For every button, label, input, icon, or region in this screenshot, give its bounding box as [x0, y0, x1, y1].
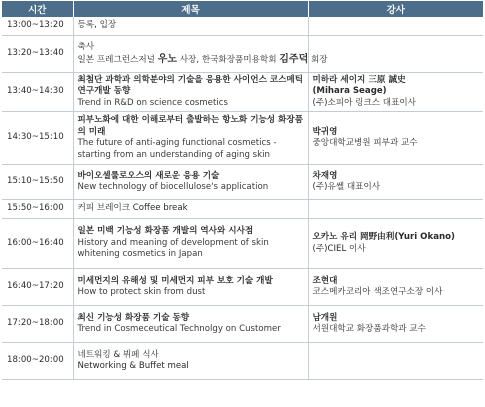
title-cell	[73, 219, 308, 269]
title-en: Networking & Buffet meal	[77, 361, 189, 371]
speaker-name: 박귀영	[312, 126, 338, 137]
speaker-name: 조현대	[312, 275, 338, 286]
speaker-affiliation: 서원대학교 화장품과학과 교수	[312, 324, 426, 334]
greeting-text: 회장	[308, 54, 328, 65]
greeting-text: 사장, 한국화장품미용학회	[177, 54, 280, 65]
time-cell: 17:20~18:00	[2, 306, 73, 343]
speaker-affiliation: 중앙대학교병원 피부과 교수	[312, 138, 418, 148]
speaker-name: 남개원	[312, 312, 338, 323]
speaker-name: 오카노 유리 岡野由利(Yuri Okano)	[312, 232, 455, 242]
title-ko: 최첨단 과학과 의학분야의 기술을 응용한 사이언스 코스메틱 연구개발 동향	[77, 74, 303, 97]
table-row	[2, 200, 483, 219]
speaker-cell	[308, 200, 483, 219]
time-cell: 13:00~13:20	[2, 17, 73, 36]
table-row	[2, 306, 483, 343]
title-ko: 등록, 입장	[77, 20, 117, 31]
title-cell	[73, 165, 308, 200]
title-cell	[73, 200, 308, 219]
title-en: The future of anti-aging functional cosmetics - starting from an understanding of aging skin	[77, 138, 277, 160]
table-row	[2, 112, 483, 165]
table-row	[2, 36, 483, 73]
table-row	[2, 17, 483, 36]
title-en: New technology of biocellulose's application	[77, 182, 269, 192]
header-title: 제목	[73, 1, 308, 17]
greeting-text: 일본 프레그런스저널	[77, 54, 158, 65]
time-cell: 14:30~15:10	[2, 112, 73, 165]
table-row	[2, 73, 483, 112]
greeting-name: 우노	[157, 53, 178, 65]
speaker-affiliation: (주)CIEL 이사	[312, 243, 366, 254]
title-ko: 바이오셀룰로오스의 새로운 응용 기술	[77, 170, 220, 181]
title-ko: 최신 기능성 화장품 기술 동향	[77, 312, 190, 323]
title-ko: 축사	[77, 42, 95, 52]
time-cell: 15:10~15:50	[2, 165, 73, 200]
title-cell	[73, 73, 308, 112]
title-ko: 피부노화에 대한 이해로부터 출발하는 항노화 기능성 화장품의 미래	[77, 115, 303, 137]
title-ko: 일본 미백 기능성 화장품 개발의 역사와 시사점	[77, 226, 254, 237]
title-cell	[73, 343, 308, 380]
time-cell: 15:50~16:00	[2, 200, 73, 219]
greeting-name: 김주덕	[279, 53, 309, 65]
speaker-cell	[308, 165, 483, 200]
speaker-cell	[308, 343, 483, 380]
speaker-cell	[308, 73, 483, 112]
speaker-cell	[308, 306, 483, 343]
speaker-name: 차재영	[312, 170, 338, 181]
title-en: How to protect skin from dust	[77, 287, 206, 297]
speaker-cell	[308, 36, 483, 73]
title-cell	[73, 36, 328, 73]
speaker-affiliation: 코스메카코리아 색조연구소장 이사	[312, 287, 443, 297]
schedule-table	[2, 1, 483, 380]
title-ko: 커피 브레이크 Coffee break	[77, 203, 188, 214]
speaker-name: 미하라 세이지 三原 誠史	[312, 74, 406, 85]
speaker-affiliation: (주)유쎌 대표이사	[312, 182, 381, 192]
header-time: 시간	[2, 1, 73, 17]
title-ko: 네트워킹 & 뷔페 식사	[77, 349, 159, 360]
header-row	[2, 1, 483, 17]
title-cell	[73, 17, 308, 36]
time-cell: 18:00~20:00	[2, 343, 73, 380]
table-row	[2, 219, 483, 269]
title-cell	[73, 306, 308, 343]
title-ko: 미세먼지의 유해성 및 미세먼지 피부 보호 기술 개발	[77, 275, 273, 286]
table-row	[2, 343, 483, 380]
greeting-line	[77, 53, 328, 67]
time-cell: 13:40~14:30	[2, 73, 73, 112]
speaker-cell	[308, 219, 483, 269]
title-en: Trend in R&D on science cosmetics	[77, 97, 228, 108]
speaker-cell	[308, 112, 483, 165]
title-cell	[73, 112, 308, 165]
speaker-name-en: (Mihara Seage)	[312, 86, 387, 97]
title-en: History and meaning of development of skin whitening cosmetics in Japan	[77, 237, 269, 260]
table-row	[2, 269, 483, 306]
table-row	[2, 165, 483, 200]
time-cell: 16:00~16:40	[2, 219, 73, 269]
time-cell: 13:20~13:40	[2, 36, 73, 73]
title-en: Trend in Cosmeceutical Technolgy on Customer	[77, 324, 281, 334]
time-cell: 16:40~17:20	[2, 269, 73, 306]
header-speaker: 강사	[308, 1, 483, 17]
title-cell	[73, 269, 308, 306]
speaker-cell	[308, 17, 483, 36]
speaker-cell	[308, 269, 483, 306]
speaker-affiliation: (주)소피아 링크스 대표이사	[312, 97, 416, 108]
